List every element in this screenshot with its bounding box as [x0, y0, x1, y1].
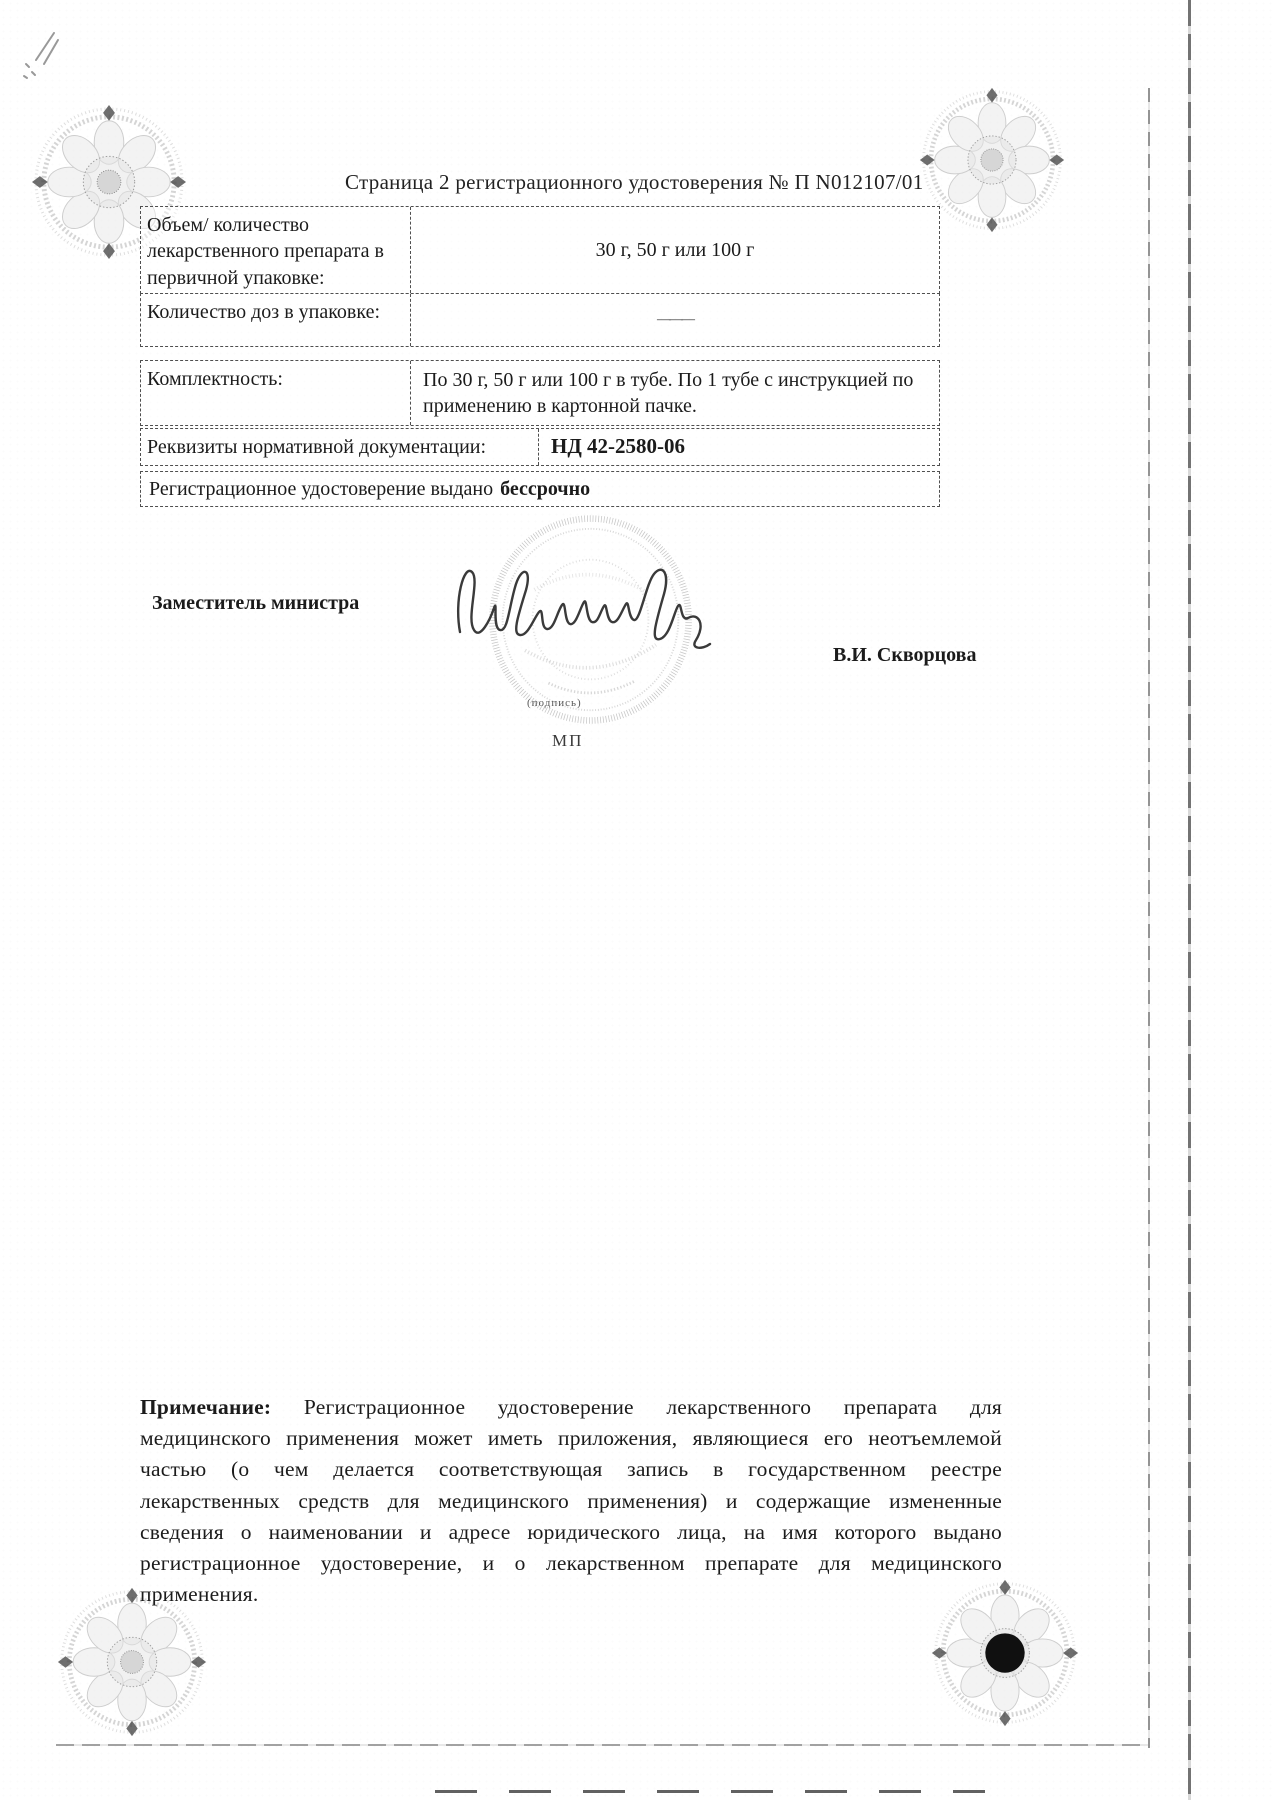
issued-text: Регистрационное удостоверение выдано [149, 477, 494, 500]
signature-caption: (подпись) [527, 697, 582, 709]
table-row-completeness [140, 360, 940, 426]
pen-scribble-mark [16, 30, 66, 82]
note-paragraph [140, 1392, 1002, 1610]
signer-position-title: Заместитель министра [152, 592, 360, 614]
row-value: НД 42-2580-06 [551, 434, 686, 459]
guilloche-rosette-top-right-icon [918, 86, 1066, 234]
page-title: Страница 2 регистрационного удостоверения № П N012107/01 [345, 170, 924, 194]
issued-term: бессрочно [500, 477, 591, 500]
note-text: Регистрационное удостоверение лекарственного препарата для медицинского применения может иметь приложения, являющиеся его неотъемлемой частью (о чем делается соответствующая запись в государственном реестре лекарственных средств для медицинского применения) и содержащие измененные сведения о наименовании и адресе юридического лица, на имя которого выдано регистрационное удостоверение, и о лекарственном препарате для медицинского применения. [140, 1395, 1002, 1607]
scan-border-line-bottom [56, 1744, 1148, 1746]
row-label: Количество доз в упаковке: [141, 294, 411, 346]
row-label: Объем/ количество лекарственного препарата в первичной упаковке: [141, 207, 411, 293]
table-row-volume [140, 206, 940, 294]
note-label: Примечание: [140, 1395, 272, 1419]
registration-table [140, 206, 940, 507]
scan-border-line-right-inner [1148, 88, 1150, 1748]
row-value: По 30 г, 50 г или 100 г в тубе. По 1 тубе с инструкцией по применению в картонной пачке. [423, 369, 914, 417]
table-row-doses [140, 293, 940, 347]
row-value-blank-dash: ——— [657, 311, 693, 327]
stamp-place-mark: МП [552, 731, 584, 750]
table-row-normative-docs [140, 428, 940, 466]
handwritten-signature [452, 552, 720, 660]
row-label: Реквизиты нормативной документации: [141, 429, 539, 465]
row-label: Комплектность: [141, 361, 411, 425]
row-value: 30 г, 50 г или 100 г [595, 239, 755, 261]
scan-artifact-line-bottom [435, 1790, 985, 1793]
scan-border-line-right-outer [1188, 0, 1191, 1800]
signer-name: В.И. Скворцова [833, 644, 977, 666]
table-row-issued [140, 471, 940, 507]
